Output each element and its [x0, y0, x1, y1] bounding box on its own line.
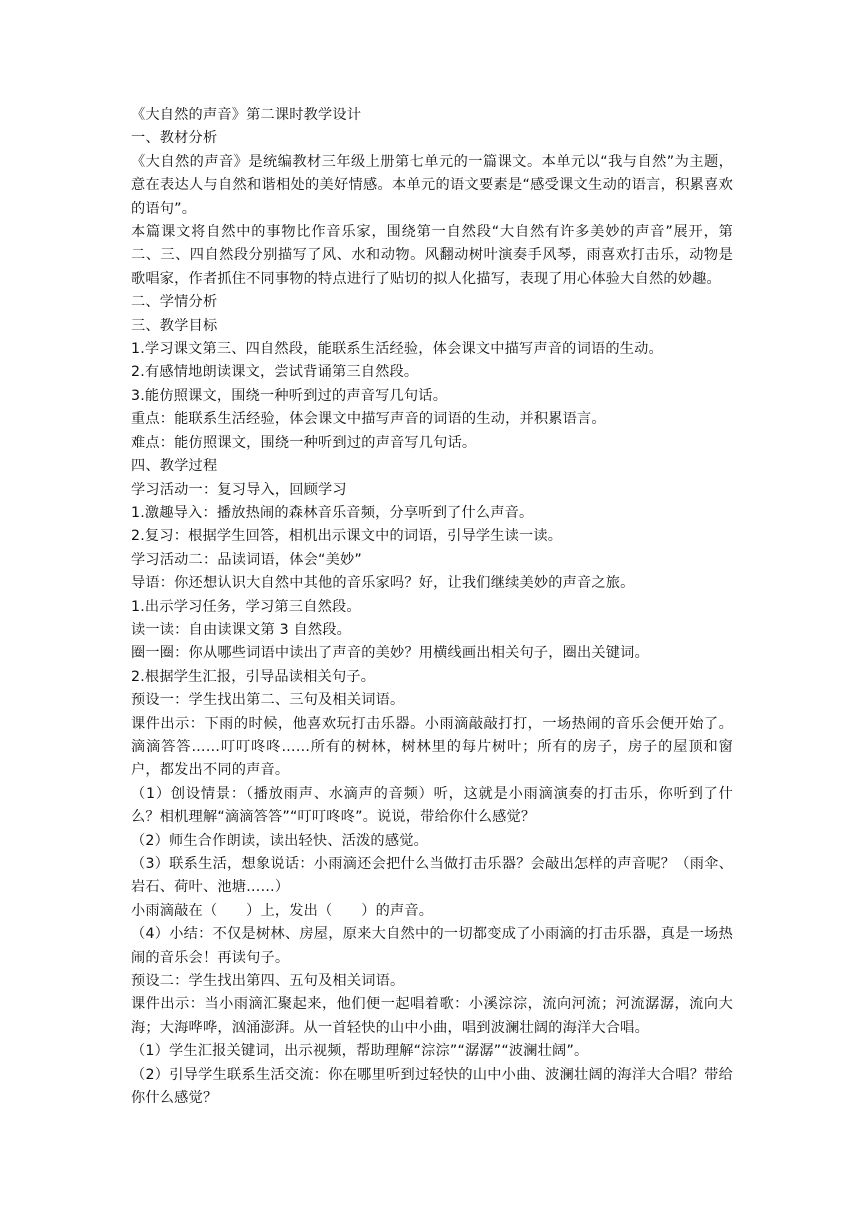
paragraph: 三、教学目标 — [131, 317, 218, 334]
paragraph: 《大自然的声音》是统编教材三年级上册第七单元的一篇课文。本单元以“我与自然”为主题，意在表达人与自然和谐相处的美好情感。本单元的语文要素是“感受课文生动的语言，积累喜欢的语句”。 — [131, 153, 733, 217]
paragraph: 1.激趣导入：播放热闹的森林音乐音频，分享听到了什么声音。 — [131, 504, 534, 521]
paragraph: 导语：你还想认识大自然中其他的音乐家吗？好，让我们继续美妙的声音之旅。 — [131, 575, 635, 592]
document-page — [131, 104, 733, 1110]
paragraph: （3）联系生活，想象说话：小雨滴还会把什么当做打击乐器？会敲出怎样的声音呢？（雨伞、岩石、荷叶、池塘……） — [131, 856, 733, 896]
paragraph: （4）小结：不仅是树林、房屋，原来大自然中的一切都变成了小雨滴的打击乐器，真是一场热闹的音乐会！再读句子。 — [131, 926, 733, 966]
paragraph: 学习活动二：品读词语，体会“美妙” — [131, 551, 362, 568]
paragraph: （1）学生汇报关键词，出示视频，帮助理解“淙淙”“潺潺”“波澜壮阔”。 — [131, 1043, 589, 1060]
paragraph: 重点：能联系生活经验，体会课文中描写声音的词语的生动，并积累语言。 — [131, 411, 606, 428]
paragraph: 小雨滴敲在（ ）上，发出（ ）的声音。 — [131, 902, 434, 919]
paragraph: （1）创设情景：（播放雨声、水滴声的音频）听，这就是小雨滴演奏的打击乐，你听到了什么？相机理解“滴滴答答”“叮叮咚咚”。说说，带给你什么感觉？ — [131, 785, 733, 826]
paragraph: 预设二：学生找出第四、五句及相关词语。 — [131, 973, 405, 990]
paragraph: 学习活动一：复习导入，回顾学习 — [131, 481, 347, 498]
paragraph: 四、教学过程 — [131, 458, 218, 475]
paragraph: 本篇课文将自然中的事物比作音乐家，围绕第一自然段“大自然有许多美妙的声音”展开，第二、三、四自然段分别描写了风、水和动物。风翻动树叶演奏手风琴，雨喜欢打击乐，动物是歌唱家，作者抓住不同事物的特点进行了贴切的拟人化描写，表现了用心体验大自然的妙趣。 — [131, 224, 733, 287]
document-title: 《大自然的声音》第二课时教学设计 — [131, 107, 362, 123]
paragraph: 3.能仿照课文，围绕一种听到过的声音写几句话。 — [131, 387, 448, 404]
paragraph: 2.有感情地朗读课文，尝试背诵第三自然段。 — [131, 364, 419, 381]
paragraph: 1.出示学习任务，学习第三自然段。 — [131, 598, 361, 615]
paragraph: 1.学习课文第三、四自然段，能联系生活经验，体会课文中描写声音的词语的生动。 — [131, 341, 663, 358]
paragraph: 课件出示：下雨的时候，他喜欢玩打击乐器。小雨滴敲敲打打，一场热闹的音乐会便开始了。滴滴答答……叮叮咚咚……所有的树林，树林里的每片树叶；所有的房子，房子的屋顶和窗户，都发出不同的声音。 — [131, 715, 733, 779]
paragraph: 课件出示：当小雨滴汇聚起来，他们便一起唱着歌：小溪淙淙，流向河流；河流潺潺，流向大海；大海哗哗，汹涌澎湃。从一首轻快的山中小曲，唱到波澜壮阔的海洋大合唱。 — [131, 996, 733, 1036]
paragraph: 二、学情分析 — [131, 294, 218, 311]
paragraph: 2.根据学生汇报，引导品读相关句子。 — [131, 668, 376, 685]
paragraph: 2.复习：根据学生回答，相机出示课文中的词语，引导学生读一读。 — [131, 528, 563, 545]
paragraph: （2）引导学生联系生活交流：你在哪里听到过轻快的山中小曲、波澜壮阔的海洋大合唱？带给你什么感觉？ — [131, 1066, 733, 1107]
paragraph: 圈一圈：你从哪些词语中读出了声音的美妙？用横线画出相关句子，圈出关键词。 — [131, 645, 649, 662]
paragraph: （2）师生合作朗读，读出轻快、活泼的感觉。 — [131, 832, 428, 849]
document-body — [131, 127, 733, 1110]
paragraph: 预设一：学生找出第二、三句及相关词语。 — [131, 692, 405, 709]
paragraph: 读一读：自由读课文第 3 自然段。 — [131, 621, 352, 638]
paragraph: 一、教材分析 — [131, 130, 218, 147]
paragraph: 难点：能仿照课文，围绕一种听到过的声音写几句话。 — [131, 434, 477, 451]
